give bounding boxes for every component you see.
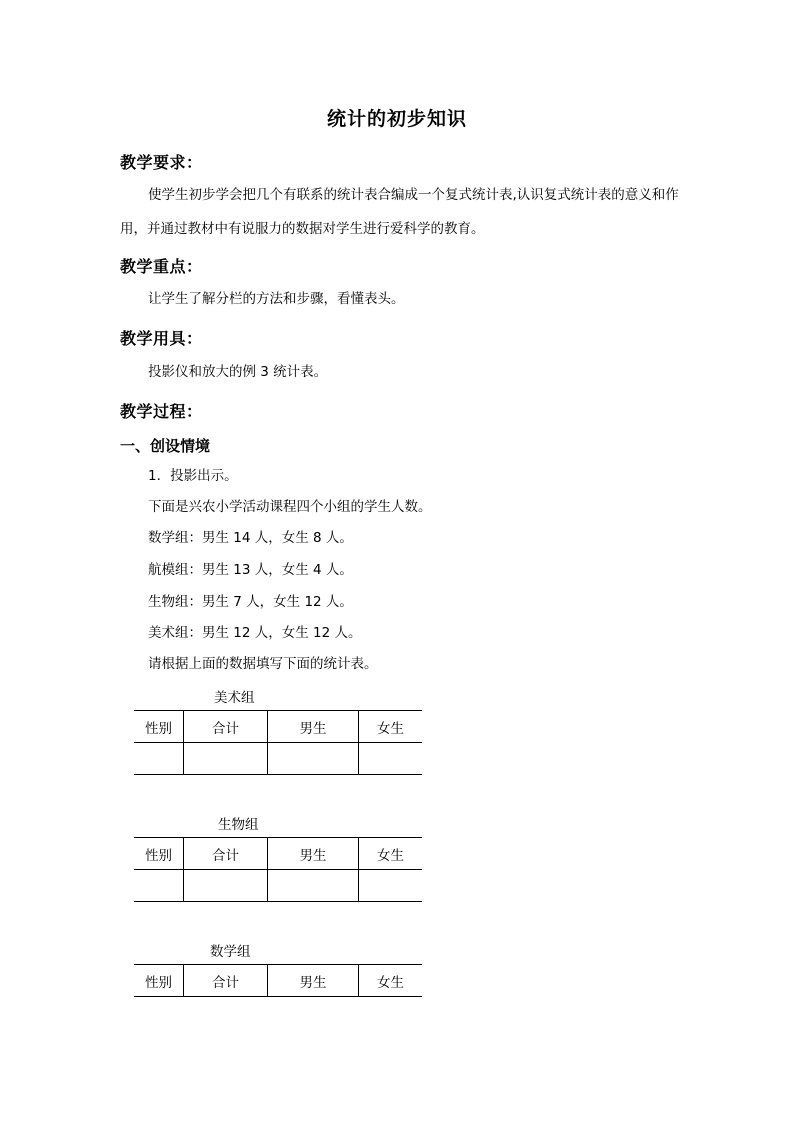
group-line-model: 航模组：男生 13 人，女生 4 人。 xyxy=(148,562,353,578)
table-caption-art: 美术组 xyxy=(214,690,255,706)
table-cell[interactable] xyxy=(268,743,359,775)
group-line-biology: 生物组：男生 7 人，女生 12 人。 xyxy=(148,594,353,610)
document-title: 统计的初步知识 xyxy=(326,108,467,130)
table-cell[interactable] xyxy=(134,870,184,902)
table-header-row xyxy=(134,965,422,997)
table-caption-biology: 生物组 xyxy=(218,817,259,833)
table-cell[interactable] xyxy=(184,870,268,902)
header-cell-gender: 性别 xyxy=(134,965,184,997)
table-row xyxy=(134,870,422,902)
table-cell[interactable] xyxy=(134,743,184,775)
header-cell-gender: 性别 xyxy=(134,838,184,870)
stat-table-math xyxy=(134,964,422,997)
table-header-row xyxy=(134,838,422,870)
intro-line: 下面是兴农小学活动课程四个小组的学生人数。 xyxy=(148,499,432,515)
header-cell-boys: 男生 xyxy=(268,838,359,870)
requirements-heading: 教学要求： xyxy=(120,153,203,172)
header-cell-girls: 女生 xyxy=(359,711,423,743)
keypoints-heading: 教学重点： xyxy=(120,257,203,276)
header-cell-total: 合计 xyxy=(184,711,268,743)
step1-line: 1．投影出示。 xyxy=(148,468,238,484)
table-cell[interactable] xyxy=(268,870,359,902)
header-cell-total: 合计 xyxy=(184,965,268,997)
table-cell[interactable] xyxy=(184,743,268,775)
stat-table-art xyxy=(134,710,422,775)
tools-heading: 教学用具： xyxy=(120,329,203,348)
table-cell[interactable] xyxy=(359,743,423,775)
table-caption-math: 数学组 xyxy=(210,944,251,960)
section1-heading: 一、创设情境 xyxy=(120,437,211,455)
table-cell[interactable] xyxy=(359,870,423,902)
table-header-row xyxy=(134,711,422,743)
instruction-line: 请根据上面的数据填写下面的统计表。 xyxy=(148,656,378,672)
process-heading: 教学过程： xyxy=(120,402,203,421)
keypoints-text: 让学生了解分栏的方法和步骤，看懂表头。 xyxy=(148,291,405,307)
requirements-text: 使学生初步学会把几个有联系的统计表合编成一个复式统计表,认识复式统计表的意义和作用，并通过教材中有说服力的数据对学生进行爱科学的教育。 xyxy=(120,187,679,237)
stat-table-biology xyxy=(134,837,422,902)
group-line-art: 美术组：男生 12 人，女生 12 人。 xyxy=(148,625,362,641)
header-cell-girls: 女生 xyxy=(359,965,423,997)
header-cell-gender: 性别 xyxy=(134,711,184,743)
header-cell-girls: 女生 xyxy=(359,838,423,870)
tools-text: 投影仪和放大的例 3 统计表。 xyxy=(148,364,328,380)
header-cell-boys: 男生 xyxy=(268,711,359,743)
header-cell-total: 合计 xyxy=(184,838,268,870)
header-cell-boys: 男生 xyxy=(268,965,359,997)
table-row xyxy=(134,743,422,775)
group-line-math: 数学组：男生 14 人，女生 8 人。 xyxy=(148,530,353,546)
